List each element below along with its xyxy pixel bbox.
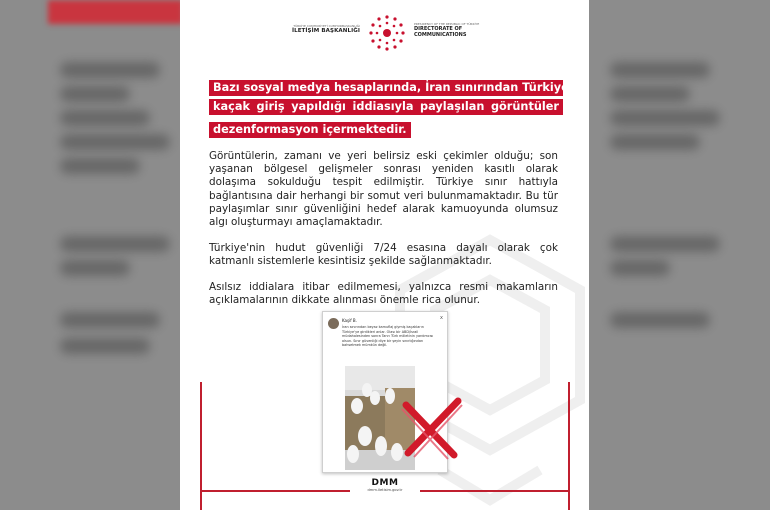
header-right-title-2: COMMUNICATIONS — [414, 32, 467, 38]
dmm-logo: DMM — [371, 478, 399, 488]
headline-line: dezenformasyon içermektedir. — [209, 122, 411, 138]
header-right-small: PRESIDENCY OF THE REPUBLIC OF TÜRKİYE — [414, 22, 480, 26]
background-red-block — [48, 0, 183, 24]
background-blur-line — [60, 260, 130, 276]
dmm-footer — [363, 478, 407, 492]
background-blur-line — [60, 312, 160, 328]
header-left-small: TÜRKİYE CUMHURİYETİ CUMHURBAŞKANLIĞI — [293, 24, 360, 28]
background-blur-line — [60, 158, 140, 174]
background-blur-line — [610, 312, 710, 328]
background-blur-line — [610, 134, 700, 150]
background-blur-line — [60, 338, 150, 354]
tweet-text: İran sınırından beyaz kamuflaj giymiş kaçakların Türkiye'ye girdikleri anlar. Olası bir ABD/İsrail müdahalesinden sonra Tanrı Türk milletinin yardımcısı olsun. Sınır güvenliği diye bir şeyin sınırlığından bahsetmek mümkün değil. — [342, 325, 434, 348]
presidential-seal-icon — [367, 13, 407, 53]
headline — [209, 80, 588, 141]
body-paragraph: Görüntülerin, zamanı ve yeri belirsiz eski çekimler olduğu; son yaşanan bölgesel gelişmeler sonrası yeniden kasıtlı olarak dolaşıma sokulduğu tespit edilmiştir. Türkiye sınır hattıyla bağlantısına dair herhangi bir somut veri bulunmamaktadır. Bu tür paylaşımlar sınır güvenliğini hedef alarak kamuoyunda olumsuz algı oluşturmayı amaçlamaktadır. — [209, 150, 558, 229]
background-blur-line — [610, 62, 710, 78]
header-left — [290, 24, 360, 35]
background-blur-line — [610, 260, 670, 276]
background-blur-line — [60, 236, 170, 252]
headline-line: Bazı sosyal medya hesaplarında, İran sınırından Türkiye'ye — [209, 80, 563, 96]
background-blur-line — [60, 86, 130, 102]
tweet-author: Kaşif B. — [342, 318, 357, 323]
header-left-title: İLETİŞİM BAŞKANLIĞI — [291, 28, 360, 34]
dmm-url: dmm.iletisim.gov.tr — [367, 488, 403, 492]
avatar — [328, 318, 339, 329]
background-blur-line — [60, 62, 160, 78]
background-blur-line — [610, 110, 720, 126]
header-right-title-1: DIRECTORATE OF — [414, 26, 463, 32]
background-blur-line — [60, 134, 170, 150]
close-icon: x — [440, 315, 443, 321]
frame-line — [420, 490, 570, 492]
headline-line: kaçak giriş yapıldığı iddiasıyla paylaşılan görüntüler — [209, 99, 563, 115]
background-blur-line — [610, 236, 720, 252]
frame-line — [200, 490, 350, 492]
body-paragraph: Türkiye'nin hudut güvenliği 7/24 esasına dayalı olarak çok katmanlı sistemlerle kesintisiz şekilde sağlanmaktadır. — [209, 242, 558, 268]
background-blur-line — [60, 110, 150, 126]
background-blur-line — [610, 86, 690, 102]
header-right — [414, 22, 494, 38]
red-x-icon — [398, 397, 464, 461]
body-paragraph: Asılsız iddialara itibar edilmemesi, yalnızca resmi makamların açıklamalarının dikkate alınması önemle rica olunur. — [209, 281, 558, 307]
